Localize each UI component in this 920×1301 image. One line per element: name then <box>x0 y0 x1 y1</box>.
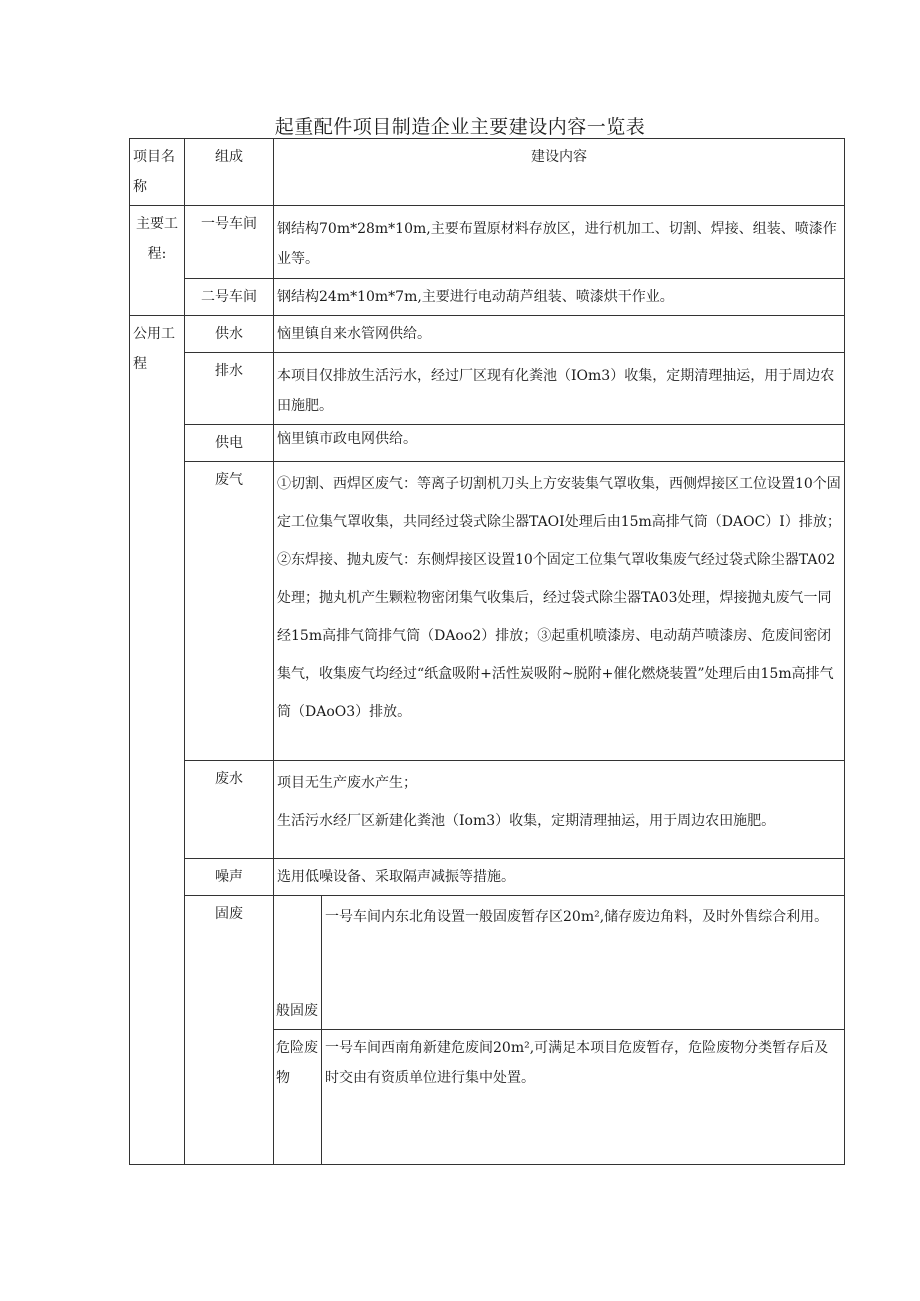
page-title: 起重配件项目制造企业主要建设内容一览表 <box>274 116 646 138</box>
content-line: ②东焊接、抛丸废气：东侧焊接区设置10个固定工位集气罩收集废气经过袋式除尘器TA02处理；抛丸机产生颗粒物密闭集气收集后，经过袋式除尘器TA03处理，焊接抛丸废气一同经15m高排气筒排气筒（DAoo2）排放；③起重机喷漆房、电动葫芦喷漆房、危废间密闭集气，收集废气均经过“纸盒吸附+活性炭吸附~脱附+催化燃烧装置”处理后由15m高排气筒（DAoO3）排放。 <box>277 552 836 720</box>
table-row <box>130 859 845 896</box>
content-line: 项目无生产废水产生； <box>277 775 417 791</box>
row-label-public-project: 公用工程 <box>130 316 185 1165</box>
sub-component-content: 一号车间西南角新建危废间20m²,可满足本项目危废暂存，危险废物分类暂存后及时交由有资质单位进行集中处置。 <box>322 1030 845 1165</box>
component-content: 钢结构70m*28m*10m,主要布置原材料存放区，进行机加工、切割、焊接、组装、喷漆作业等。 <box>274 206 845 279</box>
component-content: 恼里镇自来水管网供给。 <box>274 316 845 353</box>
content-line: 生活污水经厂区新建化粪池（Iom3）收集，定期清理抽运，用于周边农田施肥。 <box>277 813 776 829</box>
construction-table <box>129 138 845 1165</box>
component-name: 废水 <box>185 761 274 859</box>
component-content <box>274 761 845 859</box>
table-row <box>130 896 845 1030</box>
table-row <box>130 761 845 859</box>
table-row <box>130 316 845 353</box>
component-content: 选用低噪设备、采取隔声减振等措施。 <box>274 859 845 896</box>
component-content: 本项目仅排放生活污水，经过厂区现有化粪池（IOm3）收集，定期清理抽运，用于周边农田施肥。 <box>274 353 845 425</box>
table-row <box>130 279 845 316</box>
component-name: 供水 <box>185 316 274 353</box>
component-name: 供电 <box>185 425 274 462</box>
component-name: 废气 <box>185 462 274 761</box>
component-name: 固废 <box>185 896 274 1165</box>
component-name: 噪声 <box>185 859 274 896</box>
header-content: 建设内容 <box>274 139 845 206</box>
content-line: ①切割、西焊区废气：等离子切割机刀头上方安装集气罩收集，西侧焊接区工位设置10个固定工位集气罩收集，共同经过袋式除尘器TAOI处理后由15m高排气筒（DAOC）I）排放； <box>277 476 841 530</box>
table-row <box>130 206 845 279</box>
table-row <box>130 353 845 425</box>
sub-component-name: 危险废物 <box>274 1030 322 1165</box>
component-name: 一号车间 <box>185 206 274 279</box>
row-label-main-project: 主要工程: <box>130 206 185 316</box>
component-content: 钢结构24m*10m*7m,主要进行电动葫芦组装、喷漆烘干作业。 <box>274 279 845 316</box>
sub-component-content: 一号车间内东北角设置一般固废暂存区20m²,储存废边角料，及时外售综合利用。 <box>322 896 845 1030</box>
component-content: 恼里镇市政电网供给。 <box>274 425 845 462</box>
component-name: 排水 <box>185 353 274 425</box>
header-component: 组成 <box>185 139 274 206</box>
component-content <box>274 462 845 761</box>
table-row <box>130 462 845 761</box>
component-name: 二号车间 <box>185 279 274 316</box>
header-project-name: 项目名称 <box>130 139 185 206</box>
table-row <box>130 425 845 462</box>
sub-component-name: 般固废 <box>274 896 322 1030</box>
table-header-row <box>130 139 845 206</box>
